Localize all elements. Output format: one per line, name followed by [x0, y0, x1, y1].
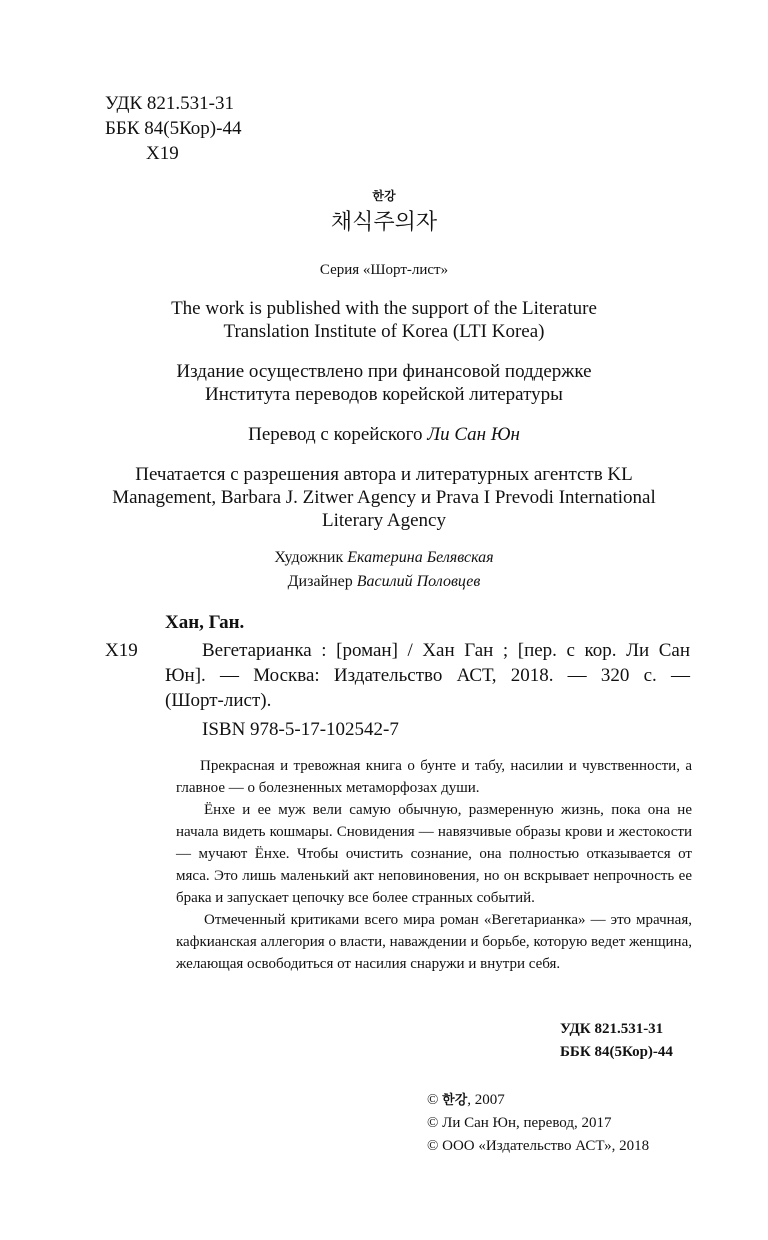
- designer-name: Василий Половцев: [356, 573, 481, 590]
- author-mark: Х19: [146, 143, 179, 164]
- bbk-code-bottom: ББК 84(5Кор)-44: [560, 1044, 673, 1060]
- artist-label: Художник: [274, 549, 348, 566]
- copyright-korean-author: 한강: [442, 1092, 468, 1107]
- translator-name: Ли Сан Юн: [427, 424, 520, 445]
- copyright-symbol: ©: [427, 1092, 443, 1108]
- udk-code: УДК 821.531-31: [105, 93, 234, 114]
- support-ru-line-2: Института переводов корейской литературы: [205, 384, 563, 405]
- isbn: ISBN 978-5-17-102542-7: [202, 719, 399, 740]
- designer-credit: [0, 572, 768, 592]
- support-ru-line-1: Издание осуществлено при финансовой поддержке: [176, 361, 592, 382]
- copyright-publisher: © ООО «Издательство АСТ», 2018: [427, 1138, 650, 1154]
- catalog-line-3: (Шорт-лист).: [165, 690, 272, 711]
- permission-line-2: Management, Barbara J. Zitwer Agency и Prava I Prevodi International: [112, 487, 656, 508]
- bbk-code: ББК 84(5Кор)-44: [105, 118, 242, 139]
- support-en-line-2: Translation Institute of Korea (LTI Korea): [223, 321, 545, 342]
- artist-credit: [0, 548, 768, 568]
- artist-name: Екатерина Белявская: [347, 549, 494, 566]
- korean-book-title: 채식주의자: [330, 209, 438, 234]
- annotation: [176, 755, 692, 975]
- permission-line-1: Печатается с разрешения автора и литературных агентств KL: [135, 464, 633, 485]
- support-en-line-1: The work is published with the support of the Literature: [171, 298, 597, 319]
- annotation-paragraph-3: Отмеченный критиками всего мира роман «Вегетарианка» — это мрачная, кафкианская аллегория о власти, наваждении и борьбе, которую ведет женщина, желающая освободиться от насилия снаружи и внутри себя.: [176, 912, 692, 972]
- copyright-author: [427, 1089, 505, 1111]
- catalog-mark: Х19: [105, 640, 138, 661]
- translation-credit: [0, 423, 768, 447]
- korean-author-name: 한강: [372, 189, 396, 203]
- catalog-heading: Хан, Ган.: [165, 612, 245, 633]
- copyright-year: , 2007: [467, 1092, 505, 1108]
- designer-label: Дизайнер: [287, 573, 357, 590]
- udk-code-bottom: УДК 821.531-31: [560, 1021, 664, 1037]
- catalog-line-1: Вегетарианка : [роман] / Хан Ган ; [пер. с кор. Ли Сан: [202, 640, 690, 661]
- series-line: Серия «Шорт-лист»: [319, 262, 449, 278]
- copyright-translation: © Ли Сан Юн, перевод, 2017: [427, 1115, 612, 1131]
- annotation-paragraph-1: Прекрасная и тревожная книга о бунте и табу, насилии и чувственности, а главное — о болезненных метаморфозах души.: [176, 758, 692, 796]
- annotation-paragraph-2: Ёнхе и ее муж вели самую обычную, размеренную жизнь, пока она не начала видеть кошмары. Сновидения — навязчивые образы крови и жестокости — мучают Ёнхе. Чтобы очистить сознание, она полностью отказывается от мяса. Это лишь маленький акт неповиновения, но он вскрывает непрочность ее брака и запускает цепочку все более странных событий.: [176, 802, 692, 906]
- translation-prefix: Перевод с корейского: [248, 424, 428, 445]
- catalog-line-2: Юн]. — Москва: Издательство АСТ, 2018. — 320 с. —: [165, 665, 690, 686]
- permission-line-3: Literary Agency: [322, 510, 446, 531]
